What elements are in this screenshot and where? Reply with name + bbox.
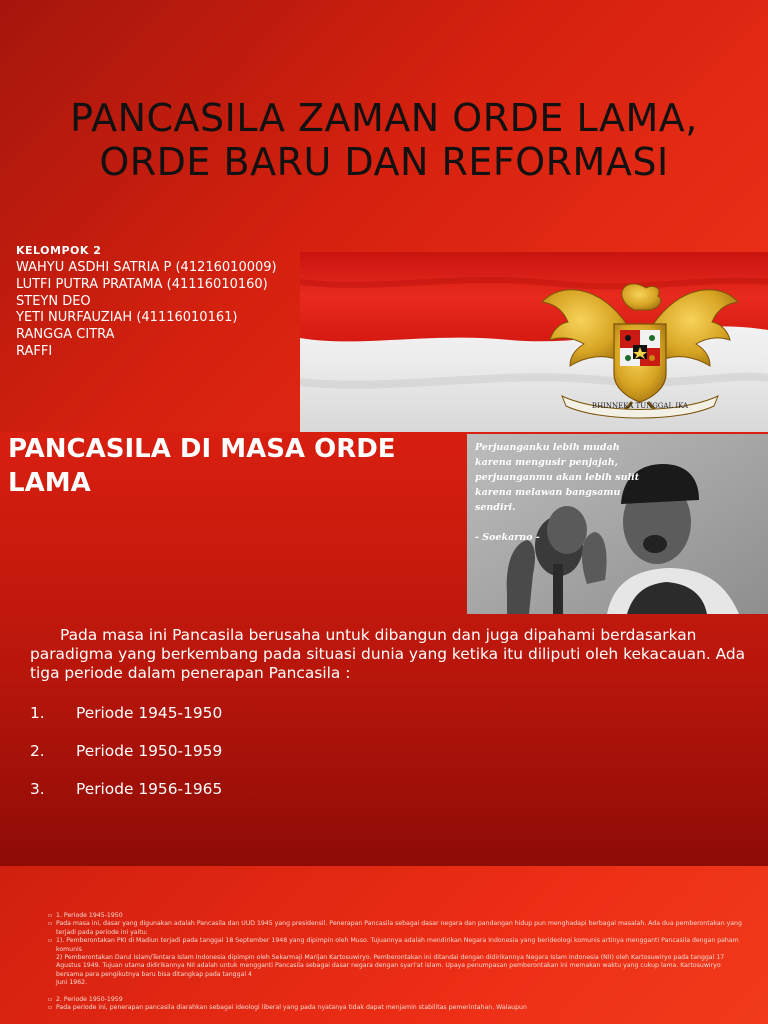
- list-label: Periode 1950-1959: [76, 742, 223, 760]
- member-name: WAHYU ASDHI SATRIA P (41216010009): [16, 260, 277, 275]
- slide-title-line1: PANCASILA ZAMAN ORDE LAMA,: [70, 96, 698, 140]
- bullet-icon: ▫: [48, 937, 53, 945]
- list-item: [30, 704, 222, 742]
- list-item: [48, 920, 748, 937]
- slide-title: [0, 96, 768, 184]
- bullet-icon: [48, 979, 56, 987]
- list-number: 2.: [30, 742, 45, 760]
- quote-line: Perjuanganku lebih mudah: [475, 442, 620, 453]
- note-text: 1). Pemberontakan PKI di Madiun terjadi pada tanggal 18 September 1948 yang dipimpin oleh Muso. Tujuannya adalah mendirikan Negara Indonesia yang berideologi komunis artinya mengganti Pancasila dengan paham komunis: [56, 937, 739, 953]
- note-text: 2) Pemberontakan Darul Islam/Tentara Islam Indonesia dipimpin oleh Sekarmaji Marijan Kartosuwiryo. Pemberontakan ini ditandai dengan didirikannya Negara Islam Indonesia (NII) oleh Kartosuwiryo pada tanggal 17 Agustus 1949. Tujuan utama didirikannya NII adalah untuk mengganti Pancasila sebagai dasar negara dengan syari'at islam. Upaya penumpasan pemberontakan ini memakan waktu yang cukup lama. Kartosuwiryo bersama para pengikutnya baru bisa ditangkap pada tanggal 4: [56, 954, 725, 978]
- list-item: [48, 979, 748, 987]
- bullet-icon: ▫: [48, 912, 53, 919]
- bullet-icon: ▫: [48, 1004, 53, 1012]
- list-number: 1.: [30, 704, 45, 722]
- quote-line: sendiri.: [475, 502, 516, 513]
- list-label: Periode 1956-1965: [76, 780, 223, 798]
- list-item: [48, 937, 748, 954]
- list-number: 3.: [30, 780, 45, 798]
- paragraph-text: Pada masa ini Pancasila berusaha untuk dibangun dan juga dipahami berdasarkan paradigma yang berkembang pada situasi dunia yang ketika itu diliputi oleh kekacauan. Ada tiga periode dalam penerapan Pancasila :: [30, 626, 746, 682]
- quote-line: karena melawan bangsamu: [475, 487, 621, 498]
- bullet-icon: [48, 954, 56, 979]
- indonesian-flag-image: [300, 252, 768, 432]
- list-item: [30, 780, 222, 818]
- member-name: RANGGA CITRA: [16, 327, 115, 343]
- list-item: [48, 996, 748, 1004]
- slide-title-line2: LAMA: [8, 468, 91, 498]
- bullet-icon: ▫: [48, 920, 53, 928]
- note-text: 2. Periode 1950-1959: [56, 995, 123, 1003]
- list-label: Periode 1945-1950: [76, 704, 223, 722]
- member-name: LUTFI PUTRA PRATAMA (41116010160): [16, 276, 268, 292]
- quote-line: perjuanganmu akan lebih sulit: [475, 472, 640, 483]
- period-list: [30, 704, 222, 818]
- list-item: [48, 1004, 748, 1012]
- slide-title: [8, 432, 458, 500]
- note-text: Pada masa ini, dasar yang digunakan adalah Pancasila dan UUD 1945 yang presidensil. Penerapan Pancasila sebagai dasar negara dan pandangan hidup pun menghadapi berbagai masalah. Ada dua pemberontakan yang terjadi pada periode ini yaitu:: [56, 920, 742, 936]
- orde-lama-slide: [0, 432, 768, 866]
- slide-title-line1: PANCASILA DI MASA ORDE: [8, 434, 396, 464]
- intro-paragraph: [30, 626, 760, 683]
- list-item: [48, 912, 748, 920]
- note-text: Pada periode ini, penerapan pancasila diarahkan sebagai ideologi liberal yang pada nyatanya tidak dapat menjamin stabilitas pemerintahan. Walaupun: [56, 1004, 527, 1012]
- member-list: [16, 244, 277, 361]
- notes-slide: [0, 866, 768, 1024]
- bullet-icon: ▫: [48, 995, 53, 1003]
- list-item: [30, 742, 222, 780]
- list-item: [48, 954, 748, 979]
- member-name: YETI NURFAUZIAH (41116010161): [16, 310, 238, 326]
- slide-title-line2: ORDE BARU DAN REFORMASI: [99, 140, 669, 184]
- member-name: STEYN DEO: [16, 293, 91, 309]
- note-text: Juni 1962.: [56, 979, 88, 987]
- quote-author: - Soekarno -: [475, 532, 540, 543]
- notes-list: [48, 912, 748, 1012]
- title-slide: [0, 0, 768, 432]
- group-label: KELOMPOK 2: [16, 244, 102, 257]
- quote-line: karena mengusir penjajah,: [475, 457, 618, 468]
- member-name: RAFFI: [16, 343, 53, 359]
- soekarno-photo: [467, 434, 768, 614]
- emblem-ribbon-text: BHINNEKA TUNGGAL IKA: [591, 402, 689, 410]
- note-text: 1. Periode 1945-1950: [56, 912, 123, 919]
